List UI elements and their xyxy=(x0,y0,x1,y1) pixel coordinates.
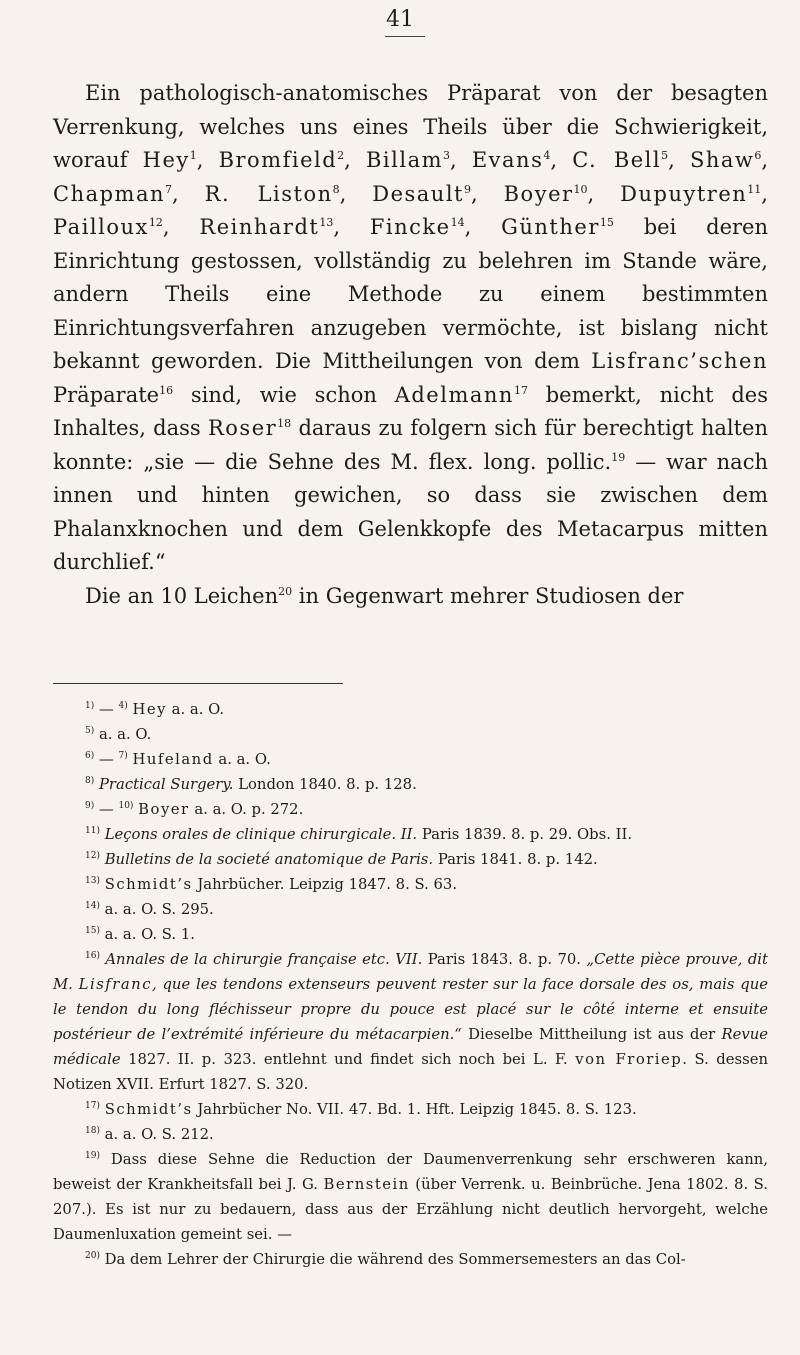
text: , xyxy=(587,181,621,206)
text: , xyxy=(550,148,573,172)
author-name: Boyer xyxy=(138,801,190,818)
footnote-number: 15) xyxy=(85,926,100,936)
footnote-6-7 xyxy=(53,747,768,772)
footnote-8 xyxy=(53,772,768,797)
author-name: Bromfield xyxy=(218,148,338,172)
text: a. a. O. xyxy=(213,751,271,768)
text: in Gegenwart mehrer Studiosen der xyxy=(292,583,684,608)
author-name: Adelmann xyxy=(394,382,514,407)
author-name: Dupuytren xyxy=(620,181,748,206)
footnote-ref: 5 xyxy=(661,149,669,162)
text: , xyxy=(162,215,200,239)
author-name: Hey xyxy=(132,701,167,718)
footnote-16 xyxy=(53,947,768,1097)
work-title: Leçons orales de clinique chirurgicale. II. xyxy=(104,826,418,843)
footnote-14 xyxy=(53,897,768,922)
footnote-12 xyxy=(53,847,768,872)
text: , xyxy=(761,148,769,172)
footnote-number: 19) xyxy=(85,1151,100,1161)
author-name: Fincke xyxy=(369,215,451,239)
text: Da dem Lehrer der Chirurgie die während des Sommersemesters an das Col- xyxy=(99,1251,686,1268)
text: — xyxy=(94,701,119,718)
work-title: Bulletins de la societé anatomique de Paris. xyxy=(104,851,434,868)
page-number-rule xyxy=(385,36,425,37)
footnotes xyxy=(53,697,768,1272)
footnote-ref: 14 xyxy=(450,216,465,229)
quotation: „Cette pièce prouve, dit M. xyxy=(53,951,768,993)
footnote-ref: 9 xyxy=(464,182,471,196)
text: Paris 1841. 8. p. 142. xyxy=(433,851,598,868)
text: a. a. O. S. 212. xyxy=(99,1126,214,1143)
text: Dieselbe Mittheilung ist aus der xyxy=(461,1026,722,1043)
quotation: , que les tendons extenseurs peuvent rester sur la face dorsale des os, mais que le tendon du long fléchisseur propre du pouce est placé sur le côté interne et ensuite postérieur de l’extrémité inférieure du métacarpien.“ xyxy=(53,976,768,1043)
text: , xyxy=(344,148,366,172)
footnote-1-4 xyxy=(53,697,768,722)
footnote-number: 7) xyxy=(118,751,128,761)
text: Jahrbücher. Leipzig 1847. 8. S. 63. xyxy=(192,876,458,893)
footnote-ref: 1 xyxy=(189,149,197,162)
work-title: Annales de la chirurgie française etc. VII. xyxy=(105,951,423,968)
text: Paris 1839. 8. p. 29. Obs. II. xyxy=(417,826,633,843)
author-name: Evans xyxy=(471,148,544,172)
text: a. a. O. S. 1. xyxy=(99,926,195,943)
text: , xyxy=(196,148,219,172)
footnote-number: 13) xyxy=(85,876,100,886)
author-name: Schmidt’s xyxy=(104,1101,193,1118)
text: Jahrbücher No. VII. 47. Bd. 1. Hft. Leipzig 1845. 8. S. 123. xyxy=(192,1101,637,1118)
footnote-number: 8) xyxy=(85,776,95,786)
text: Dass diese Sehne die Reduction der Daumenverrenkung sehr erschweren kann, beweist der Krankheitsfall bei J. G. xyxy=(53,1151,768,1193)
footnote-number: 4) xyxy=(118,701,128,711)
footnote-20 xyxy=(53,1247,768,1272)
text: , xyxy=(172,181,205,206)
footnote-number: 6) xyxy=(85,751,95,761)
footnote-13 xyxy=(53,872,768,897)
author-name: Lisfranc xyxy=(78,976,152,993)
footnote-ref: 12 xyxy=(148,216,163,229)
footnote-ref: 6 xyxy=(754,149,762,162)
text: Ein pathologisch-anatomisches Präparat von der besagten Verrenkung, welches uns eines Theils über die Schwierigkeit, worauf xyxy=(53,81,768,172)
text: bei deren Einrichtung gestossen, vollständig zu belehren im Stande wäre, andern Theils eine Methode zu einem bestimmten Einrichtungsverfahren anzugeben vermöchte, ist bislang nicht bekannt geworden. Die Mittheilungen von dem xyxy=(53,215,768,373)
author-name: Schmidt’s xyxy=(104,876,193,893)
footnote-ref: 2 xyxy=(337,149,345,162)
footnote-number: 11) xyxy=(85,826,100,836)
footnote-19 xyxy=(53,1147,768,1247)
footnote-number: 20) xyxy=(85,1251,100,1261)
footnote-ref: 11 xyxy=(747,182,762,196)
page-number: 41 xyxy=(386,7,414,32)
text: a. a. O. xyxy=(166,701,225,718)
footnote-ref: 3 xyxy=(443,149,451,162)
text: sind, wie schon xyxy=(173,382,395,407)
footnote-number: 18) xyxy=(85,1126,100,1136)
text: , xyxy=(668,148,690,172)
footnote-ref: 10 xyxy=(573,182,588,196)
footnote-ref: 7 xyxy=(165,182,173,196)
author-name: C. Bell xyxy=(572,148,662,172)
work-title: Revue médicale xyxy=(53,1026,768,1068)
text: a. a. O. S. 295. xyxy=(99,901,214,918)
footnote-ref: 16 xyxy=(159,383,174,397)
footnote-5 xyxy=(53,722,768,747)
text: bemerkt, nicht des Inhaltes, dass xyxy=(53,382,769,440)
footnote-ref: 13 xyxy=(319,216,334,229)
text: , xyxy=(333,215,370,239)
footnote-ref: 19 xyxy=(611,450,626,464)
author-name: Lisfranc’schen xyxy=(591,349,768,373)
text: a. a. O. p. 272. xyxy=(189,801,304,818)
author-name: R. Liston xyxy=(204,181,333,206)
text: — war nach innen und hinten gewichen, so dass sie zwischen dem Phalanxknochen und dem Gelenkkopfe des Metacarpus mitten durchlief.“ xyxy=(53,449,768,574)
work-title: Practical Surgery. xyxy=(98,776,234,793)
text: Die an 10 Leichen xyxy=(85,583,279,608)
author-name: Pailloux xyxy=(53,215,149,239)
footnote-17 xyxy=(53,1097,768,1122)
text: , xyxy=(761,181,768,206)
author-name: Roser xyxy=(207,416,278,440)
footnote-number: 16) xyxy=(85,951,100,961)
author-name: Reinhardt xyxy=(199,215,320,239)
footnote-number: 10) xyxy=(118,801,134,811)
text: , xyxy=(450,148,472,172)
text: — xyxy=(94,751,119,768)
footnote-number: 1) xyxy=(85,701,95,711)
text: Präparate xyxy=(53,382,160,407)
text: 1827. II. p. 323. entlehnt und findet sich noch bei L. F. xyxy=(120,1051,576,1068)
footnote-ref: 17 xyxy=(513,383,528,397)
text: Paris 1843. 8. p. 70. xyxy=(422,951,587,968)
text: . S. dessen Notizen XVII. Erfurt 1827. S. 320. xyxy=(53,1051,768,1093)
footnote-number: 17) xyxy=(85,1101,100,1111)
author-name: Shaw xyxy=(689,148,755,172)
author-name: von Froriep xyxy=(575,1051,683,1068)
text: (über Verrenk. u. Beinbrüche. Jena 1802. 8. S. 207.). Es ist nur zu bedauern, dass aus der Erzählung nicht deutlich hervorgeht, welche Daumenluxation gemeint sei. — xyxy=(53,1176,768,1243)
author-name: Boyer xyxy=(503,181,574,206)
author-name: Bernstein xyxy=(323,1176,410,1193)
author-name: Billam xyxy=(366,148,444,172)
author-name: Chapman xyxy=(53,181,166,206)
text: a. a. O. xyxy=(94,726,152,743)
text: London 1840. 8. p. 128. xyxy=(233,776,417,793)
footnote-11 xyxy=(53,822,768,847)
footnote-separator xyxy=(53,683,343,684)
author-name: Desault xyxy=(372,181,464,206)
footnote-9-10 xyxy=(53,797,768,822)
footnote-number: 9) xyxy=(85,801,95,811)
paragraph-2 xyxy=(53,580,768,614)
footnote-ref: 18 xyxy=(277,417,292,430)
footnote-number: 5) xyxy=(85,726,95,736)
text: — xyxy=(94,801,119,818)
footnote-ref: 15 xyxy=(599,216,614,229)
author-name: Hufeland xyxy=(132,751,214,768)
text: daraus zu folgern sich für berechtigt halten konnte: „sie — die Sehne des M. flex. long. pollic. xyxy=(53,416,768,474)
text: , xyxy=(471,181,504,206)
footnote-number: 12) xyxy=(85,851,100,861)
author-name: Günther xyxy=(501,215,600,239)
footnote-ref: 4 xyxy=(543,149,551,162)
footnote-number: 14) xyxy=(85,901,100,911)
text: , xyxy=(339,181,373,206)
footnote-ref: 20 xyxy=(278,584,293,598)
footnote-ref: 8 xyxy=(332,182,340,196)
footnote-18 xyxy=(53,1122,768,1147)
paragraph-1 xyxy=(53,77,768,580)
footnote-15 xyxy=(53,922,768,947)
author-name: Hey xyxy=(142,148,190,172)
text: , xyxy=(464,215,502,239)
main-text xyxy=(53,77,768,613)
